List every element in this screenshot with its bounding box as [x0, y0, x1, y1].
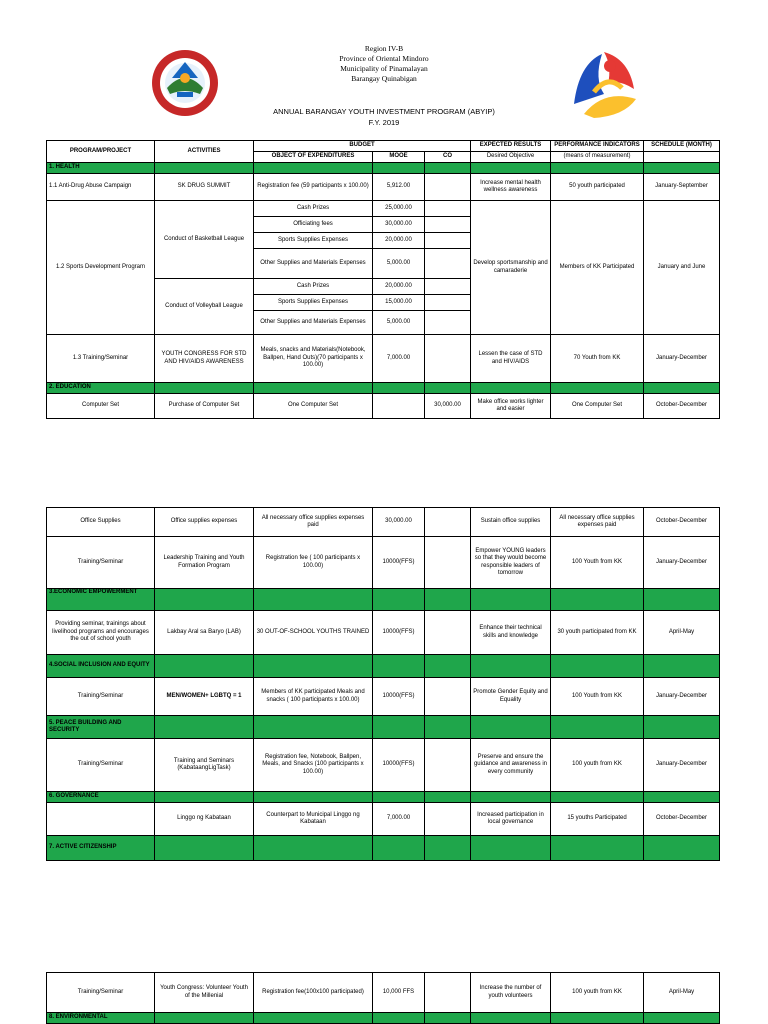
table-row	[47, 973, 720, 1013]
document-title: ANNUAL BARANGAY YOUTH INVESTMENT PROGRAM (ABYIP)	[273, 107, 495, 116]
performance-cell: 100 Youth from KK	[551, 678, 644, 716]
expected-cell: Preserve and ensure the guidance and awareness in every community	[471, 739, 551, 792]
table-row	[47, 201, 720, 217]
activity-cell: Office supplies expenses	[155, 508, 254, 537]
schedule-cell: April-May	[644, 973, 720, 1013]
co-cell: 30,000.00	[425, 394, 471, 419]
program-cell: Training/Seminar	[47, 739, 155, 792]
section-active-citizenship: 7. ACTIVE CITIZENSHIP	[47, 836, 155, 861]
col-budget-header: BUDGET	[254, 141, 471, 152]
schedule-cell: October-December	[644, 508, 720, 537]
table-row	[47, 739, 720, 792]
mooe-cell: 10000(FFS)	[373, 611, 425, 655]
municipality-label: Municipality of Pinamalayan	[340, 64, 428, 73]
expected-cell: Sustain office supplies	[471, 508, 551, 537]
object-cell: Cash Prizes	[254, 201, 373, 217]
activity-cell: Linggo ng Kabataan	[155, 803, 254, 836]
schedule-cell: October-December	[644, 803, 720, 836]
object-cell: Sports Supplies Expenses	[254, 295, 373, 311]
table-row	[47, 611, 720, 655]
object-cell: All necessary office supplies expenses paid	[254, 508, 373, 537]
object-cell: Meals, snacks and Materials(Notebook, Ballpen, Hand Outs)(70 participants x 100.00)	[254, 335, 373, 383]
expected-cell: Enhance their technical skills and knowledge	[471, 611, 551, 655]
region-label: Region IV-B	[364, 44, 404, 53]
program-cell: Computer Set	[47, 394, 155, 419]
activity-cell: MEN/WOMEN+ LGBTQ = 1	[155, 678, 254, 716]
mooe-cell: 20,000.00	[373, 233, 425, 249]
expected-cell: Increase the number of youth volunteers	[471, 973, 551, 1013]
program-cell: Training/Seminar	[47, 973, 155, 1013]
performance-cell: 100 Youth from KK	[551, 537, 644, 589]
program-cell: Providing seminar, trainings about livelihood programs and encourages the out of school youth	[47, 611, 155, 655]
col-expected-header: EXPECTED RESULTS	[471, 141, 551, 152]
mooe-cell: 7,000.00	[373, 803, 425, 836]
mooe-cell: 30,000.00	[373, 217, 425, 233]
mooe-cell: 5,912.00	[373, 174, 425, 201]
activity-cell: YOUTH CONGRESS FOR STD AND HIV/AIDS AWARENESS	[155, 335, 254, 383]
performance-cell: 70 Youth from KK	[551, 335, 644, 383]
section-governance: 6. GOVERNANCE	[47, 792, 155, 803]
performance-cell: 100 youth from KK	[551, 739, 644, 792]
program-cell: Office Supplies	[47, 508, 155, 537]
object-cell: 30 OUT-OF-SCHOOL YOUTHS TRAINED	[254, 611, 373, 655]
section-environmental: 8. ENVIRONMENTAL	[47, 1013, 155, 1024]
expected-cell: Make office works lighter and easier	[471, 394, 551, 419]
schedule-cell: April-May	[644, 611, 720, 655]
activity-cell: Leadership Training and Youth Formation Program	[155, 537, 254, 589]
mooe-cell: 5,000.00	[373, 311, 425, 335]
object-cell: Cash Prizes	[254, 279, 373, 295]
activity-cell: Purchase of Computer Set	[155, 394, 254, 419]
table-row	[47, 335, 720, 383]
program-cell	[47, 803, 155, 836]
section-education: 2. EDUCATION	[47, 383, 155, 394]
schedule-cell: January-December	[644, 335, 720, 383]
schedule-cell: January-September	[644, 174, 720, 201]
performance-cell: One Computer Set	[551, 394, 644, 419]
object-cell: Other Supplies and Materials Expenses	[254, 311, 373, 335]
table-row	[47, 508, 720, 537]
object-cell: Registration fee (59 participants x 100.00)	[254, 174, 373, 201]
object-cell: One Computer Set	[254, 394, 373, 419]
col-desired-header: Desired Objective	[471, 152, 551, 163]
col-object-header: OBJECT OF EXPENDITURES	[254, 152, 373, 163]
expected-cell: Empower YOUNG leaders so that they would become responsible leaders of tomorrow	[471, 537, 551, 589]
mooe-cell: 10,000 FFS	[373, 973, 425, 1013]
col-schedule-sub	[644, 152, 720, 163]
table-row	[47, 174, 720, 201]
expected-cell: Increase mental health wellness awareness	[471, 174, 551, 201]
col-means-header: (means of measurement)	[551, 152, 644, 163]
schedule-cell: January and June	[644, 201, 720, 335]
col-program-header: PROGRAM/PROJECT	[47, 141, 155, 163]
program-cell: Training/Seminar	[47, 678, 155, 716]
program-cell: Training/Seminar	[47, 537, 155, 589]
performance-cell: 15 youths Participated	[551, 803, 644, 836]
col-mooe-header: MOOE	[373, 152, 425, 163]
mooe-cell: 10000(FFS)	[373, 739, 425, 792]
mooe-cell: 25,000.00	[373, 201, 425, 217]
expected-cell: Promote Gender Equity and Equality	[471, 678, 551, 716]
object-cell: Officiating fees	[254, 217, 373, 233]
object-cell: Counterpart to Municipal Linggo ng Kabataan	[254, 803, 373, 836]
object-cell: Members of KK participated Meals and snacks ( 100 participants x 100.00)	[254, 678, 373, 716]
mooe-cell: 10000(FFS)	[373, 678, 425, 716]
expected-cell: Increased participation in local governance	[471, 803, 551, 836]
col-activities-header: ACTIVITIES	[155, 141, 254, 163]
col-schedule-header: SCHEDULE (MONTH)	[644, 141, 720, 152]
performance-cell: All necessary office supplies expenses paid	[551, 508, 644, 537]
activity-cell: Youth Congress: Volunteer Youth of the Millenial	[155, 973, 254, 1013]
section-peace: 5. PEACE BUILDING AND SECURITY	[47, 716, 155, 739]
object-cell: Registration fee, Notebook, Ballpen, Meals, and Snacks (100 participants x 100.00)	[254, 739, 373, 792]
mooe-cell: 7,000.00	[373, 335, 425, 383]
mooe-cell: 5,000.00	[373, 249, 425, 279]
province-label: Province of Oriental Mindoro	[339, 54, 429, 63]
table-row	[47, 678, 720, 716]
activity-cell: Conduct of Basketball League	[155, 201, 254, 279]
col-performance-header: PERFORMANCE INDICATORS	[551, 141, 644, 152]
section-social: 4.SOCIAL INCLUSION AND EQUITY	[47, 655, 155, 678]
schedule-cell: October-December	[644, 394, 720, 419]
activity-cell: Training and Seminars (KabataangLigTask)	[155, 739, 254, 792]
mooe-cell: 15,000.00	[373, 295, 425, 311]
abyip-table-page3	[46, 972, 720, 1024]
table-row	[47, 803, 720, 836]
mooe-cell: 30,000.00	[373, 508, 425, 537]
object-cell: Other Supplies and Materials Expenses	[254, 249, 373, 279]
program-cell: 1.1 Anti-Drug Abuse Campaign	[47, 174, 155, 201]
section-economic: 3.ECONOMIC EMPOWERMENT	[47, 589, 155, 611]
co-cell	[425, 174, 471, 201]
object-cell: Registration fee(100x100 participated)	[254, 973, 373, 1013]
expected-cell: Develop sportsmanship and camaraderie	[471, 201, 551, 335]
schedule-cell: January-December	[644, 739, 720, 792]
performance-cell: 30 youth participated from KK	[551, 611, 644, 655]
abyip-table-page1	[46, 140, 720, 419]
activity-cell: Lakbay Aral sa Baryo (LAB)	[155, 611, 254, 655]
abyip-table-page2	[46, 507, 720, 861]
activity-cell: Conduct of Volleyball League	[155, 279, 254, 335]
performance-cell: 100 youth from KK	[551, 973, 644, 1013]
fiscal-year: F.Y. 2019	[368, 118, 400, 127]
mooe-cell: 20,000.00	[373, 279, 425, 295]
object-cell: Registration fee ( 100 participants x 100.00)	[254, 537, 373, 589]
object-cell: Sports Supplies Expenses	[254, 233, 373, 249]
mooe-cell	[373, 394, 425, 419]
performance-cell: Members of KK Participated	[551, 201, 644, 335]
col-co-header: CO	[425, 152, 471, 163]
program-cell: 1.2 Sports Development Program	[47, 201, 155, 335]
expected-cell: Lessen the case of STD and HIV/AIDS	[471, 335, 551, 383]
schedule-cell: January-December	[644, 537, 720, 589]
program-cell: 1.3 Training/Seminar	[47, 335, 155, 383]
table-row	[47, 394, 720, 419]
table-row	[47, 537, 720, 589]
schedule-cell: January-December	[644, 678, 720, 716]
section-health: 1. HEALTH	[47, 163, 155, 174]
performance-cell: 50 youth participated	[551, 174, 644, 201]
mooe-cell: 10000(FFS)	[373, 537, 425, 589]
activity-cell: SK DRUG SUMMIT	[155, 174, 254, 201]
barangay-label: Barangay Quinabigan	[351, 74, 417, 83]
